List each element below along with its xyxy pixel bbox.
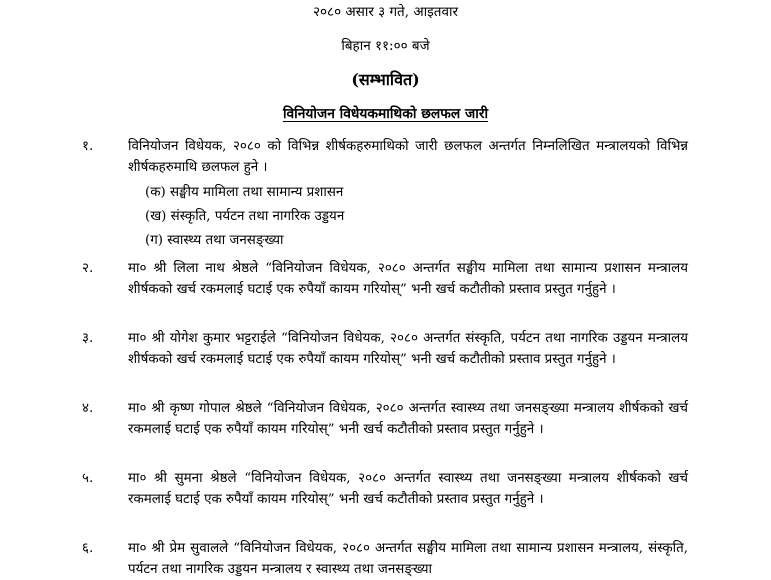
item-text: विनियोजन विधेयक, २०८० को विभिन्न शीर्षकहरुमाथिको जारी छलफल अन्तर्गत निम्नलिखित मन्त्रालयको विभिन्न शीर्षकहरुमाथि छलफल हुने । (128, 139, 688, 175)
item-text: मा० श्री कृष्ण गोपाल श्रेष्ठले “विनियोजन विधेयक, २०८० अन्तर्गत स्वास्थ्य तथा जनसङ्ख्या मन्त्रालय शीर्षकको खर्च रकमलाई घटाई एक रुपैयाँ कायम गरियोस्” भनी खर्च कटौतीको प्रस्ताव प्रस्तुत गर्नुहुने । (128, 401, 688, 437)
sub-item: (क) सङ्घीय मामिला तथा सामान्य प्रशासन (145, 185, 344, 200)
document-time: बिहान ११:०० बजे (341, 38, 430, 54)
sub-item: (ग) स्वास्थ्य तथा जनसङ्ख्या (145, 233, 284, 248)
item-text: मा० श्री प्रेम सुवालले “विनियोजन विधेयक, २०८० अन्तर्गत सङ्घीय मामिला तथा सामान्य प्रशासन मन्त्रालय, संस्कृति, पर्यटन तथा नागरिक उड्डयन मन्त्रालय र स्वास्थ्य तथा जनसङ्ख्या (128, 541, 688, 577)
item-text: मा० श्री लिला नाथ श्रेष्ठले “विनियोजन विधेयक, २०८० अन्तर्गत सङ्घीय मामिला तथा सामान्य प्रशासन मन्त्रालय शीर्षकको खर्च रकमलाई घटाई एक रुपैयाँ कायम गरियोस्” भनी खर्च कटौतीको प्रस्ताव प्रस्तुत गर्नुहुने । (128, 261, 688, 297)
item-number: ४. (82, 401, 94, 416)
item-number: १. (82, 139, 94, 154)
document-date: २०८० असार ३ गते, आइतवार (313, 4, 458, 20)
document-status: (सम्भावित) (351, 70, 420, 89)
item-text: मा० श्री सुमना श्रेष्ठले “विनियोजन विधेयक, २०८० अन्तर्गत स्वास्थ्य तथा जनसङ्ख्या मन्त्रालय शीर्षकको खर्च रकमलाई घटाई एक रुपैयाँ कायम गरियोस्” भनी खर्च कटौतीको प्रस्ताव प्रस्तुत गर्नुहुने । (128, 471, 688, 507)
sub-item: (ख) संस्कृति, पर्यटन तथा नागरिक उड्डयन (145, 209, 345, 224)
document-heading: विनियोजन विधेयकमाथिको छलफल जारी (282, 106, 489, 122)
item-number: ३. (82, 331, 94, 346)
item-number: ६. (82, 541, 94, 556)
item-number: २. (82, 261, 94, 276)
item-number: ५. (82, 471, 94, 486)
item-text: मा० श्री योगेश कुमार भट्टराईले “विनियोजन विधेयक, २०८० अन्तर्गत संस्कृति, पर्यटन तथा नागरिक उड्डयन मन्त्रालय शीर्षकको खर्च रकमलाई घटाई एक रुपैयाँ कायम गरियोस्” भनी खर्च कटौतीको प्रस्ताव प्रस्तुत गर्नुहुने । (128, 331, 688, 367)
